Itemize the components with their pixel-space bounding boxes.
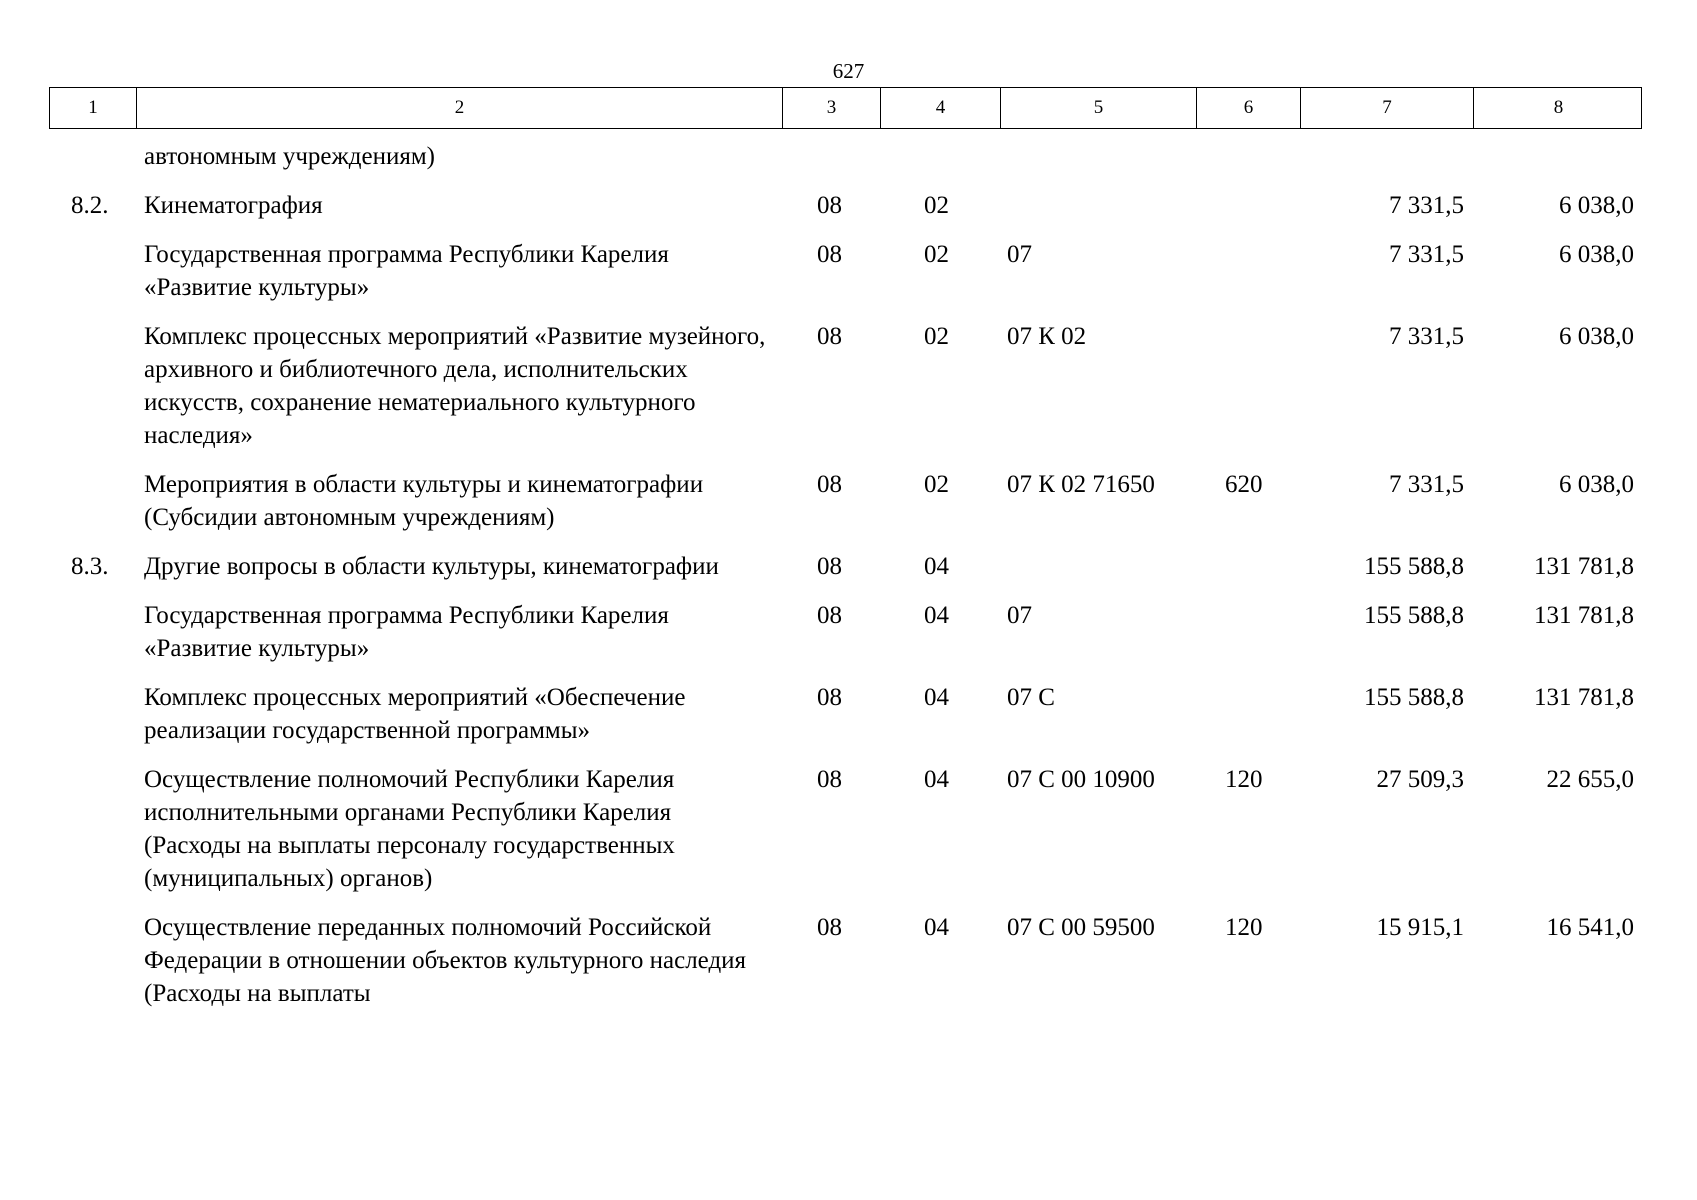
header-col-3: 3	[782, 88, 880, 128]
row-expense-type	[1195, 599, 1299, 665]
row-subsection: 02	[924, 192, 949, 219]
row-amount-col7: 7 331,5	[1389, 471, 1464, 498]
header-col-7: 7	[1300, 88, 1473, 128]
row-amount-col7: 155 588,8	[1364, 684, 1464, 711]
row-amount-col8: 131 781,8	[1534, 684, 1634, 711]
row-amount-col8: 6 038,0	[1559, 471, 1634, 498]
row-target-code	[999, 140, 1195, 173]
row-amount-col8: 22 655,0	[1546, 766, 1634, 793]
row-amount-col8: 131 781,8	[1534, 602, 1634, 629]
row-number	[49, 238, 135, 304]
row-expense-type	[1195, 320, 1299, 452]
table-row	[49, 320, 1642, 452]
row-target-code	[999, 189, 1195, 222]
row-number: 8.3.	[71, 553, 109, 580]
row-subsection	[879, 140, 999, 173]
header-col-4: 4	[880, 88, 1000, 128]
row-section	[781, 140, 879, 173]
row-expense-type: 120	[1225, 914, 1263, 941]
table-row	[49, 681, 1642, 747]
row-section: 08	[817, 766, 842, 793]
row-name: Осуществление полномочий Республики Карелия исполнительными органами Республики Карелия (Расходы на выплаты персоналу государственных (муниципальных) органов)	[144, 766, 675, 892]
row-target-code: 07 С 00 10900	[1007, 766, 1155, 793]
header-col-5: 5	[1000, 88, 1196, 128]
row-amount-col7: 155 588,8	[1364, 553, 1464, 580]
table-row	[49, 911, 1642, 1010]
table-row	[49, 550, 1642, 583]
header-col-6: 6	[1196, 88, 1300, 128]
row-section: 08	[817, 684, 842, 711]
row-expense-type: 120	[1225, 766, 1263, 793]
row-subsection: 02	[924, 471, 949, 498]
page-number: 627	[832, 59, 865, 83]
table-header	[49, 87, 1642, 129]
row-name: Мероприятия в области культуры и кинематографии (Субсидии автономным учреждениям)	[144, 471, 704, 531]
row-name: Государственная программа Республики Карелия «Развитие культуры»	[144, 241, 669, 301]
row-section: 08	[817, 914, 842, 941]
row-target-code: 07 С 00 59500	[1007, 914, 1155, 941]
row-subsection: 04	[924, 684, 949, 711]
row-amount-col7: 7 331,5	[1389, 192, 1464, 219]
table-row	[49, 763, 1642, 895]
table-body	[49, 140, 1642, 1026]
row-amount-col8: 131 781,8	[1534, 553, 1634, 580]
row-name: Комплекс процессных мероприятий «Обеспечение реализации государственной программы»	[144, 684, 686, 744]
row-number	[49, 681, 135, 747]
header-col-2: 2	[136, 88, 782, 128]
row-expense-type	[1195, 140, 1299, 173]
header-col-1: 1	[88, 97, 98, 118]
row-number	[49, 599, 135, 665]
row-amount-col7: 155 588,8	[1364, 602, 1464, 629]
row-amount-col7: 15 915,1	[1376, 914, 1464, 941]
table-row	[49, 468, 1642, 534]
row-subsection: 04	[924, 553, 949, 580]
row-expense-type	[1195, 681, 1299, 747]
row-subsection: 02	[924, 323, 949, 350]
row-expense-type	[1195, 238, 1299, 304]
row-target-code: 07 С	[1007, 684, 1055, 711]
row-number	[49, 140, 135, 173]
row-name: Государственная программа Республики Карелия «Развитие культуры»	[144, 602, 669, 662]
row-amount-col7	[1299, 140, 1472, 173]
row-target-code	[999, 550, 1195, 583]
row-amount-col7: 7 331,5	[1389, 241, 1464, 268]
row-subsection: 02	[924, 241, 949, 268]
row-number	[49, 911, 135, 1010]
row-name: Комплекс процессных мероприятий «Развитие музейного, архивного и библиотечного дела, исполнительских искусств, сохранение нематериального культурного наследия»	[144, 323, 766, 449]
table-row	[49, 189, 1642, 222]
header-col-8: 8	[1473, 88, 1643, 128]
row-target-code: 07 К 02	[1007, 323, 1087, 350]
row-subsection: 04	[924, 602, 949, 629]
row-expense-type: 620	[1225, 471, 1263, 498]
row-amount-col8	[1472, 140, 1642, 173]
row-target-code: 07 К 02 71650	[1007, 471, 1155, 498]
row-section: 08	[817, 323, 842, 350]
row-target-code: 07	[1007, 602, 1032, 629]
row-name: Осуществление переданных полномочий Российской Федерации в отношении объектов культурного наследия (Расходы на выплаты	[144, 914, 747, 1007]
row-section: 08	[817, 553, 842, 580]
row-section: 08	[817, 192, 842, 219]
row-amount-col7: 7 331,5	[1389, 323, 1464, 350]
row-amount-col7: 27 509,3	[1376, 766, 1464, 793]
table-row	[49, 140, 1642, 173]
row-number: 8.2.	[71, 192, 109, 219]
row-name: Кинематография	[144, 192, 323, 219]
table-row	[49, 599, 1642, 665]
row-section: 08	[817, 241, 842, 268]
table-row	[49, 238, 1642, 304]
row-section: 08	[817, 471, 842, 498]
row-amount-col8: 6 038,0	[1559, 323, 1634, 350]
row-expense-type	[1195, 550, 1299, 583]
row-amount-col8: 6 038,0	[1559, 241, 1634, 268]
row-section: 08	[817, 602, 842, 629]
row-expense-type	[1195, 189, 1299, 222]
row-number	[49, 320, 135, 452]
row-number	[49, 763, 135, 895]
row-amount-col8: 6 038,0	[1559, 192, 1634, 219]
row-name: автономным учреждениям)	[144, 143, 436, 170]
row-subsection: 04	[924, 914, 949, 941]
row-amount-col8: 16 541,0	[1546, 914, 1634, 941]
row-target-code: 07	[1007, 241, 1032, 268]
row-name: Другие вопросы в области культуры, кинематографии	[144, 553, 719, 580]
row-subsection: 04	[924, 766, 949, 793]
row-number	[49, 468, 135, 534]
